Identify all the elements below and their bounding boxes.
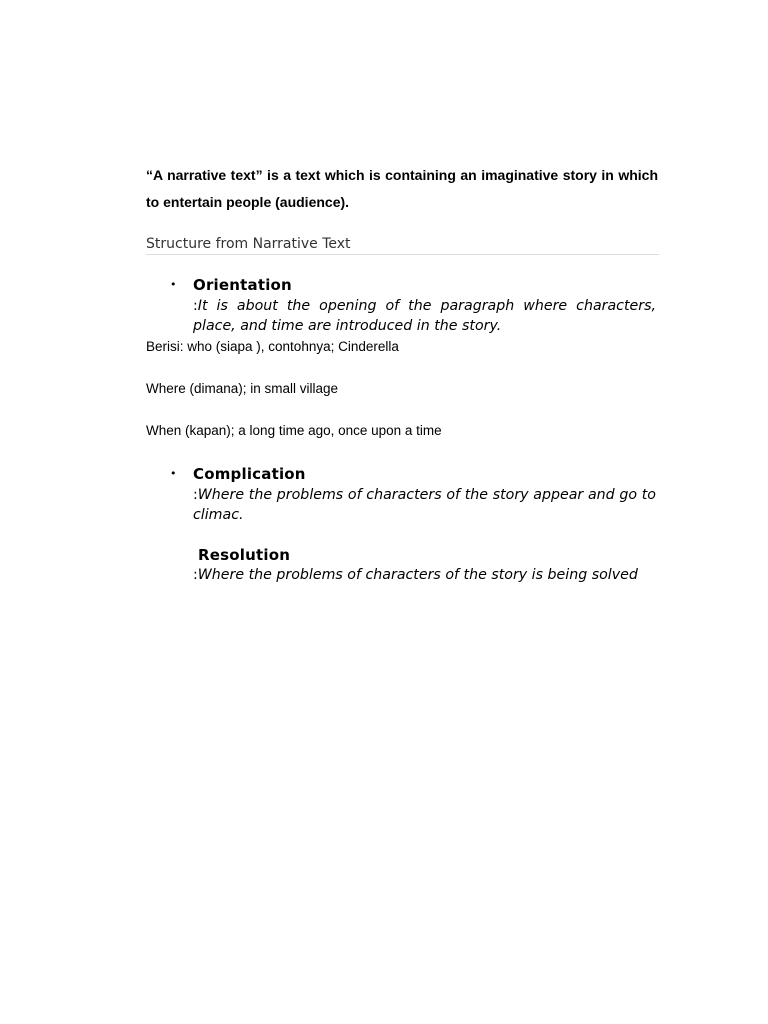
complication-title: Complication [193,465,306,483]
resolution-description [193,565,656,585]
orientation-detail-where: Where (dimana); in small village [146,381,339,396]
complication-description [193,485,656,525]
intro-paragraph [146,162,658,216]
orientation-title: Orientation [193,276,292,294]
resolution-title: Resolution [198,546,291,564]
orientation-colon: : [193,298,198,314]
intro-open-quote: “ [146,167,153,183]
complication-colon: : [193,487,198,503]
complication-description-text: Where the problems of characters of the story appear and go to climac. [193,487,656,523]
orientation-description [193,296,656,336]
orientation-detail-when: When (kapan); a long time ago, once upon a time [146,423,442,438]
intro-text: A narrative text” is a text which is containing an imaginative story in which to entertain people (audience). [146,167,658,210]
bullet-icon: • [170,278,177,291]
structure-heading: Structure from Narrative Text [146,235,659,255]
orientation-description-text: It is about the opening of the paragraph where characters, place, and time are introduced in the story. [193,298,656,334]
resolution-colon: : [193,567,198,583]
resolution-description-text: Where the problems of characters of the story is being solved [197,567,638,583]
bullet-icon: • [170,467,177,480]
orientation-detail-who: Berisi: who (siapa ), contohnya; Cinderella [146,339,399,354]
